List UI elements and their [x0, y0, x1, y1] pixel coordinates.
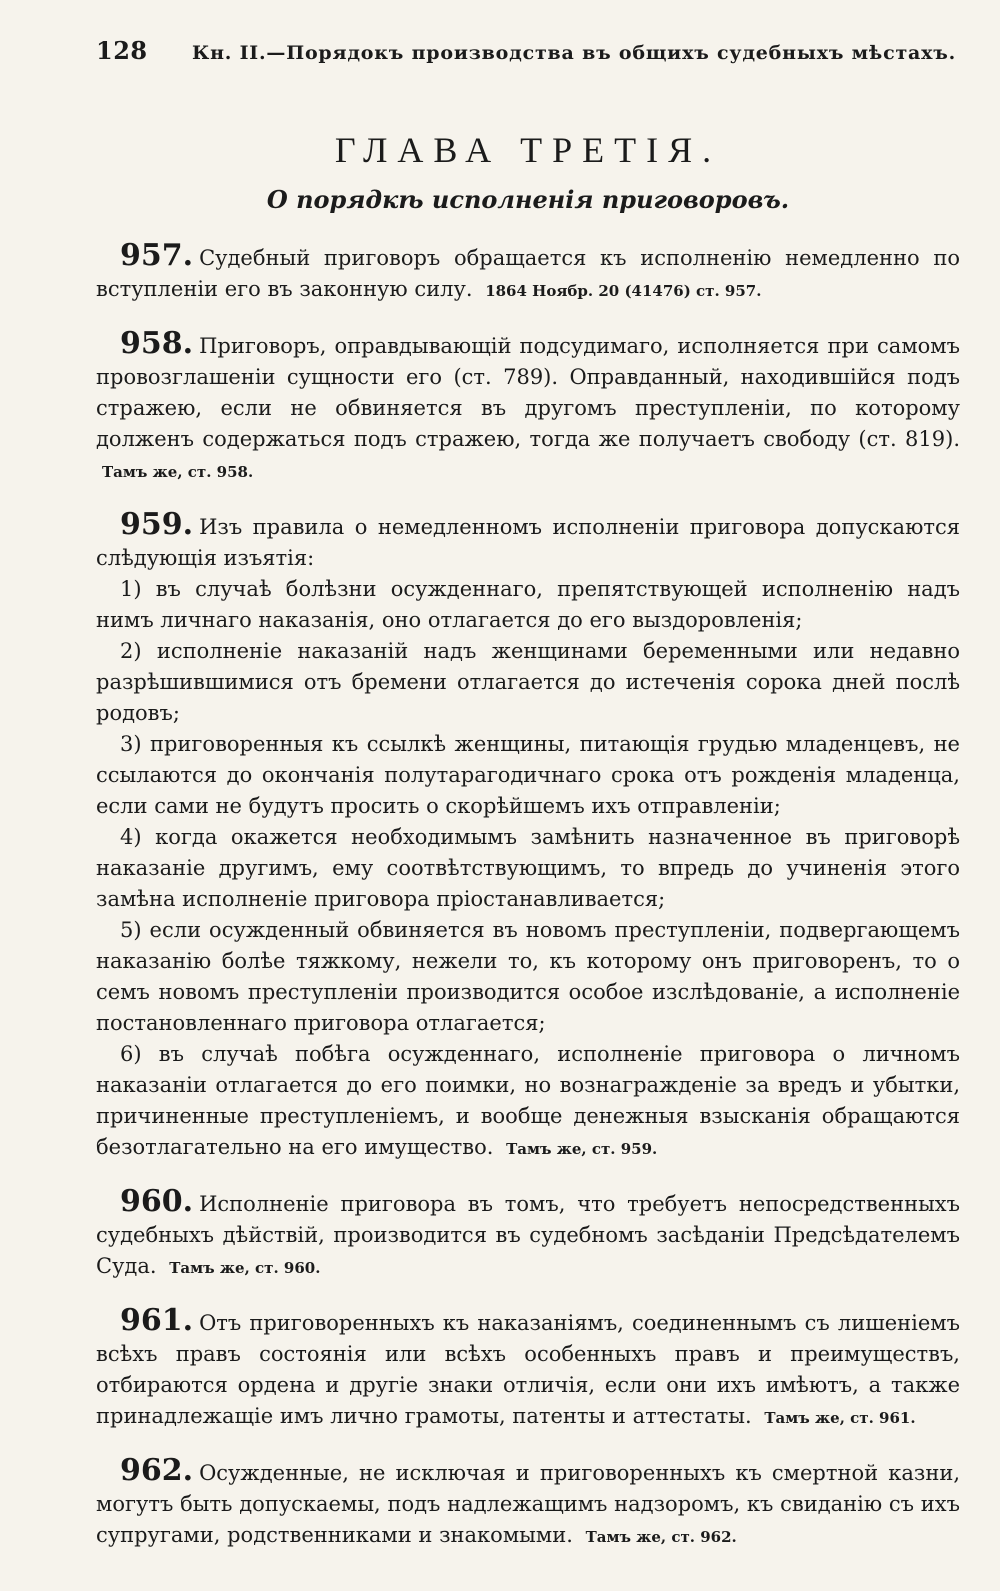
article-number: 960. — [120, 1184, 194, 1219]
article-source: 1864 Ноябр. 20 (41476) ст. 957. — [485, 282, 762, 300]
article-source: Тамъ же, ст. 958. — [102, 463, 254, 481]
list-item-last — [96, 1039, 960, 1165]
article-source: Тамъ же, ст. 959. — [506, 1140, 658, 1158]
article-number: 959. — [120, 507, 194, 542]
article-number: 958. — [120, 326, 194, 361]
list-item: 2) исполненіе наказаній надъ женщинами беременными или недавно разрѣшившимися отъ бремени отлагается до истеченія сорока дней послѣ родовъ; — [96, 639, 960, 725]
article-source: Тамъ же, ст. 960. — [169, 1259, 321, 1277]
chapter-subtitle: О порядкѣ исполненія приговоровъ. — [266, 185, 790, 214]
list-item: 5) если осужденный обвиняется въ новомъ преступленіи, подвергающемъ наказанію болѣе тяжкому, нежели то, къ которому онъ приговоренъ, то о семъ новомъ преступленіи производится особое изслѣдованіе, а исполненіе постановленнаго приговора отлагается; — [96, 918, 960, 1035]
list-item: 3) приговоренныя къ ссылкѣ женщины, питающія грудью младенцевъ, не ссылаются до окончанія полутарагодичнаго срока отъ рожденія младенца, если сами не будутъ просить о скорѣйшемъ ихъ отправленіи; — [96, 732, 960, 818]
list-item: 1) въ случаѣ болѣзни осужденнаго, препятствующей исполненію надъ нимъ личнаго наказанія, оно отлагается до его выздоровленія; — [96, 577, 960, 632]
article-962 — [96, 1455, 960, 1553]
article-number: 962. — [120, 1453, 194, 1488]
chapter-title: ГЛАВА ТРЕТІЯ. — [334, 130, 722, 170]
exception-list — [96, 574, 960, 1165]
article-957 — [96, 240, 960, 307]
running-header-title: Кн. II.—Порядокъ производства въ общихъ судебныхъ мѣстахъ. — [192, 42, 957, 64]
article-text: Осужденные, не исключая и приговоренныхъ къ смертной казни, могутъ быть допускаемы, подъ надлежащимъ надзоромъ, къ свиданію съ ихъ супругами, родственниками и знакомыми. — [96, 1461, 960, 1547]
article-number: 961. — [120, 1303, 194, 1338]
article-960 — [96, 1186, 960, 1284]
article-text: Исполненіе приговора въ томъ, что требуетъ непосредственныхъ судебныхъ дѣйствій, производится въ судебномъ засѣданіи Предсѣдателемъ Суда. — [96, 1192, 960, 1278]
list-item-text: 6) въ случаѣ побѣга осужденнаго, исполненіе приговора о личномъ наказаніи отлагается до его поимки, но вознагражденіе за вредъ и убытки, причиненные преступленіемъ, и вообще денежныя взысканія обращаются безотлагательно на его имущество. — [96, 1042, 960, 1159]
article-text: Изъ правила о немедленномъ исполненіи приговора допускаются слѣдующія изъятія: — [96, 515, 960, 570]
list-item: 4) когда окажется необходимымъ замѣнить назначенное въ приговорѣ наказаніе другимъ, ему соотвѣтствующимъ, то впредь до учиненія этого замѣна исполненіе приговора пріостанавливается; — [96, 825, 960, 911]
article-961 — [96, 1305, 960, 1434]
article-959 — [96, 509, 960, 574]
article-source: Тамъ же, ст. 962. — [585, 1528, 737, 1546]
running-header — [96, 36, 960, 65]
article-text: Судебный приговоръ обращается къ исполненію немедленно по вступленіи его въ законную силу. — [96, 246, 960, 301]
article-958 — [96, 328, 960, 488]
article-text: Отъ приговоренныхъ къ наказаніямъ, соединеннымъ съ лишеніемъ всѣхъ правъ состоянія или всѣхъ особенныхъ правъ и преимуществъ, отбираются ордена и другіе знаки отличія, если они ихъ имѣютъ, а также принадлежащіе имъ лично грамоты, патенты и аттестаты. — [96, 1311, 960, 1428]
article-text: Приговоръ, оправдывающій подсудимаго, исполняется при самомъ провозглашеніи сущности его (ст. 789). Оправданный, находившійся подъ стражею, если не обвиняется въ другомъ преступленіи, по которому долженъ содержаться подъ стражею, тогда же получаетъ свободу (ст. 819). — [96, 334, 960, 451]
page-number: 128 — [96, 36, 148, 65]
article-source: Тамъ же, ст. 961. — [764, 1409, 916, 1427]
article-number: 957. — [120, 238, 194, 273]
